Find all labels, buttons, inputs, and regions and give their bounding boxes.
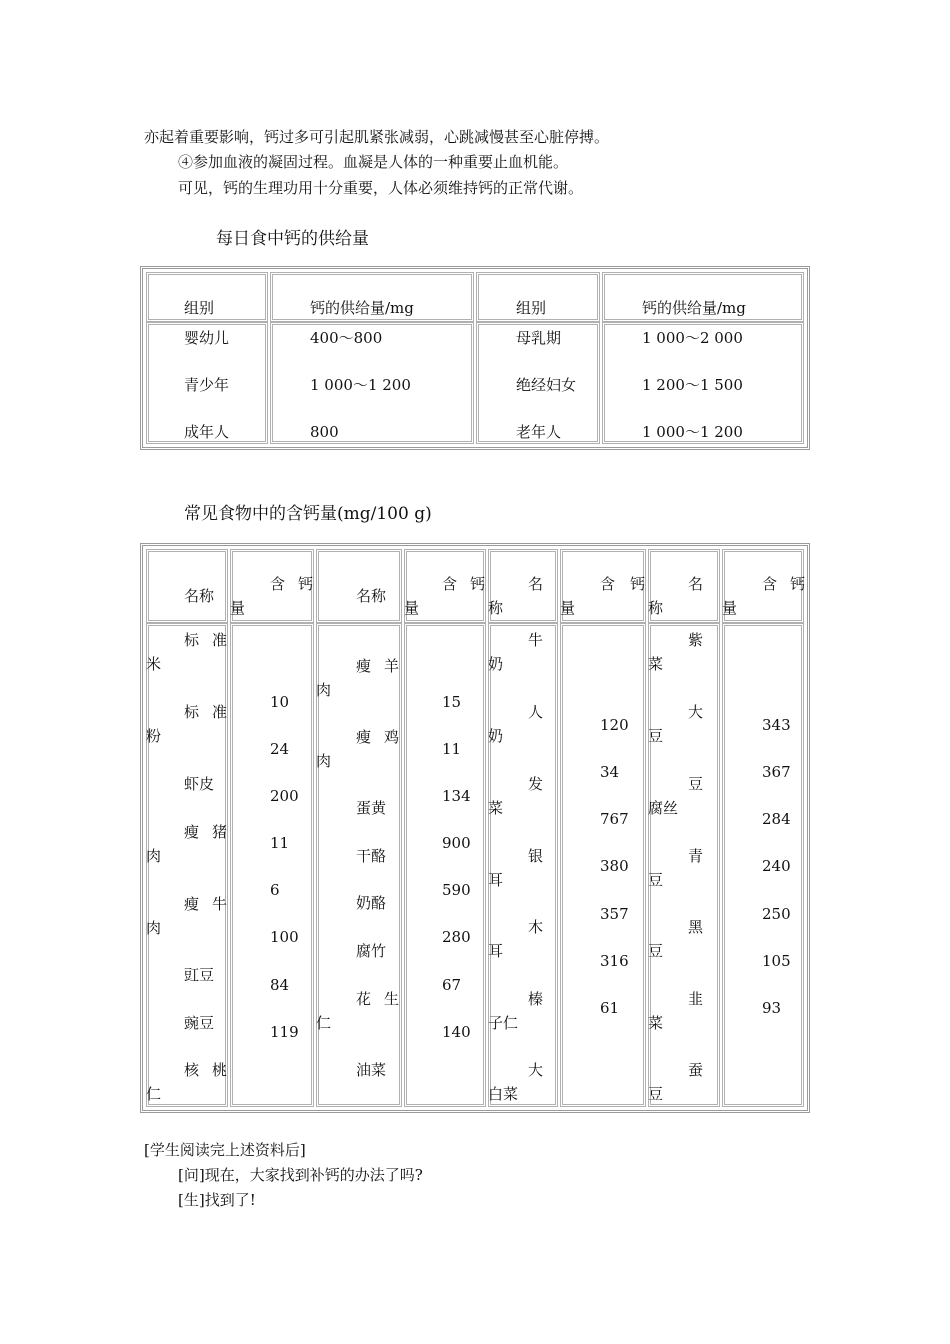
- table1-header-group: 组别: [184, 299, 215, 317]
- table2-header-name: 名称: [184, 587, 215, 605]
- food-name: 标 准 粉: [146, 703, 228, 745]
- table2-header-name: 名称: [356, 587, 387, 605]
- table1-cell: 婴幼儿: [184, 329, 230, 347]
- calcium-value: 15: [442, 693, 462, 711]
- table1-cell: 400～800: [310, 329, 383, 347]
- table1-cell: 青少年: [184, 376, 230, 394]
- table1-cell: 1 000～2 000: [642, 329, 743, 347]
- calcium-value: 120: [600, 716, 629, 734]
- calcium-value: 140: [442, 1023, 471, 1041]
- paragraph-1: 亦起着重要影响，钙过多可引起肌紧张减弱，心跳减慢甚至心脏停搏。: [144, 128, 610, 146]
- dialogue-line-1: [学生阅读完上述资料后]: [144, 1141, 306, 1159]
- calcium-value: 590: [442, 881, 471, 899]
- calcium-value: 240: [762, 857, 791, 875]
- calcium-value: 134: [442, 787, 471, 805]
- calcium-value: 357: [600, 905, 629, 923]
- calcium-value: 280: [442, 928, 471, 946]
- calcium-value: 34: [600, 763, 620, 781]
- food-name: 发 菜: [488, 775, 544, 817]
- food-name: 韭 菜: [648, 990, 704, 1032]
- table1-header-group: 组别: [516, 299, 547, 317]
- paragraph-2: ④参加血液的凝固过程。血凝是人体的一种重要止血机能。: [178, 153, 569, 171]
- food-name: 大 白菜: [488, 1061, 544, 1103]
- food-name: 蚕 豆: [648, 1061, 704, 1103]
- food-name: 人 奶: [488, 703, 544, 745]
- calcium-value: 11: [442, 740, 462, 758]
- calcium-value: 119: [270, 1023, 299, 1041]
- food-name: 豌豆: [184, 1014, 215, 1032]
- calcium-value: 67: [442, 976, 462, 994]
- food-name: 榛 子仁: [488, 990, 544, 1032]
- table1-cell: 800: [310, 423, 339, 441]
- table1-header-supply: 钙的供给量/mg: [642, 299, 746, 317]
- dialogue-line-3: [生]找到了!: [178, 1191, 256, 1209]
- table1-header-supply: 钙的供给量/mg: [310, 299, 414, 317]
- calcium-value: 200: [270, 787, 299, 805]
- food-name: 银 耳: [488, 847, 544, 889]
- food-name: 标 准 米: [146, 631, 228, 673]
- calcium-value: 250: [762, 905, 791, 923]
- paragraph-3: 可见，钙的生理功用十分重要，人体必须维持钙的正常代谢。: [178, 179, 584, 197]
- calcium-value: 84: [270, 976, 290, 994]
- table1-cell: 1 200～1 500: [642, 376, 743, 394]
- calcium-value: 343: [762, 716, 791, 734]
- table1-cell: 母乳期: [516, 329, 562, 347]
- food-name: 豆 腐丝: [648, 775, 704, 817]
- food-name: 牛 奶: [488, 631, 544, 673]
- calcium-value: 367: [762, 763, 791, 781]
- food-name: 青 豆: [648, 847, 704, 889]
- calcium-value: 284: [762, 810, 791, 828]
- food-name: 油菜: [356, 1061, 387, 1079]
- calcium-value: 24: [270, 740, 290, 758]
- dialogue-line-2: [问]现在，大家找到补钙的办法了吗?: [178, 1166, 423, 1184]
- calcium-value: 11: [270, 834, 290, 852]
- calcium-value: 380: [600, 857, 629, 875]
- calcium-value: 93: [762, 999, 782, 1017]
- food-name: 瘦 牛 肉: [146, 895, 228, 937]
- calcium-value: 767: [600, 810, 629, 828]
- food-name: 奶酪: [356, 894, 387, 912]
- food-name: 黑 豆: [648, 918, 704, 960]
- food-name: 干酪: [356, 847, 387, 865]
- calcium-value: 61: [600, 999, 620, 1017]
- food-name: 瘦 猪 肉: [146, 823, 228, 865]
- food-name: 紫 菜: [648, 631, 704, 673]
- table1-title: 每日食中钙的供给量: [216, 229, 369, 249]
- food-name: 核 桃 仁: [146, 1061, 228, 1103]
- food-name: 虾皮: [184, 775, 215, 793]
- table1-cell: 成年人: [184, 423, 230, 441]
- table1-cell: 老年人: [516, 423, 562, 441]
- food-name: 花 生 仁: [316, 990, 400, 1032]
- food-name: 大 豆: [648, 703, 704, 745]
- calcium-value: 6: [270, 881, 280, 899]
- calcium-value: 900: [442, 834, 471, 852]
- food-name: 腐竹: [356, 942, 387, 960]
- table2-title: 常见食物中的含钙量(mg/100 g): [184, 504, 432, 524]
- food-name: 瘦 鸡 肉: [316, 728, 400, 770]
- food-name: 蛋黄: [356, 799, 387, 817]
- food-name: 豇豆: [184, 966, 215, 984]
- calcium-value: 100: [270, 928, 299, 946]
- table1-cell: 1 000～1 200: [310, 376, 411, 394]
- calcium-value: 316: [600, 952, 629, 970]
- food-name: 瘦 羊 肉: [316, 657, 400, 699]
- calcium-value: 105: [762, 952, 791, 970]
- table1-cell: 1 000～1 200: [642, 423, 743, 441]
- calcium-value: 10: [270, 693, 290, 711]
- table1-cell: 绝经妇女: [516, 376, 577, 394]
- food-name: 木 耳: [488, 918, 544, 960]
